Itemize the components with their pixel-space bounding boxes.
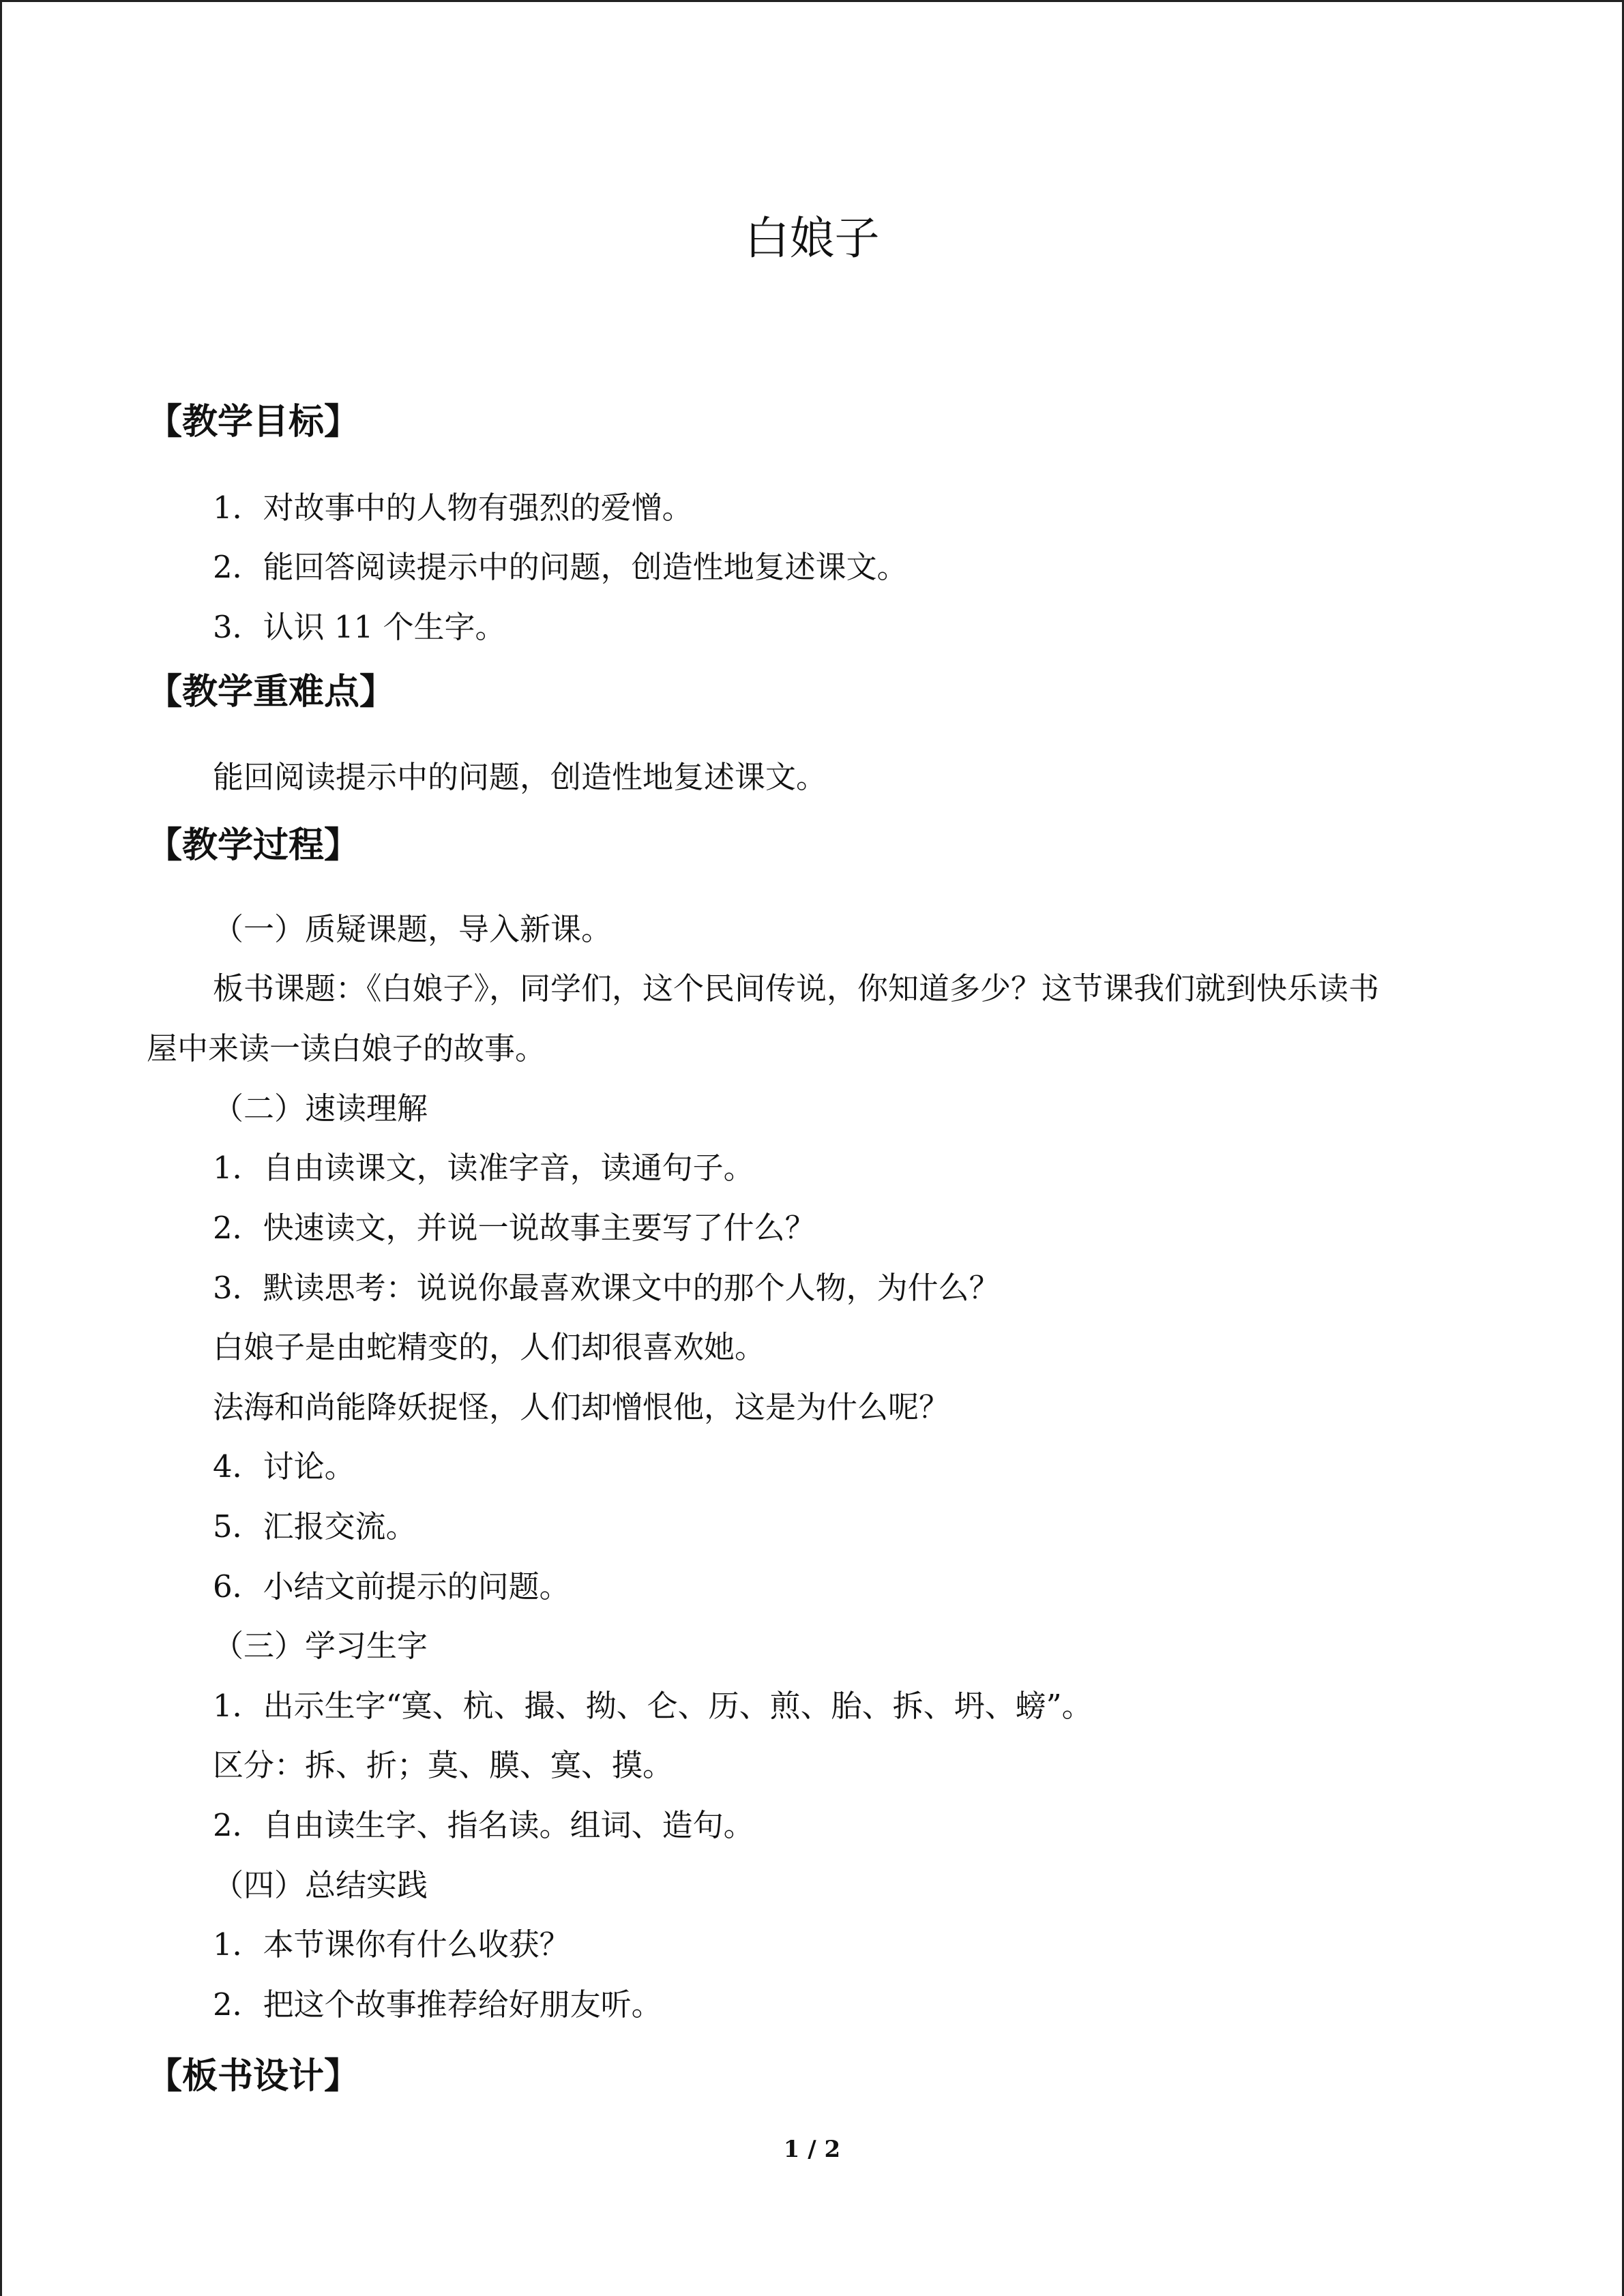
page-border-top bbox=[0, 0, 1624, 2]
step4-title: （四）总结实践 bbox=[213, 1867, 428, 1903]
board-design-heading: 【板书设计】 bbox=[147, 2056, 360, 2097]
step1-title: （一）质疑课题，导入新课。 bbox=[213, 911, 612, 947]
step3-item-3: 2．自由读生字、指名读。组词、造句。 bbox=[213, 1807, 754, 1843]
objectives-heading: 【教学目标】 bbox=[147, 402, 360, 443]
step2-title: （二）速读理解 bbox=[213, 1090, 428, 1127]
step2-item-2: 2．快速读文，并说一说故事主要写了什么？ bbox=[213, 1210, 816, 1246]
key-points-text: 能回阅读提示中的问题，创造性地复述课文。 bbox=[213, 759, 827, 795]
objective-item-2: 2．能回答阅读提示中的问题，创造性地复述课文。 bbox=[213, 549, 908, 585]
step2-item-1: 1．自由读课文，读准字音，读通句子。 bbox=[213, 1150, 754, 1186]
objective-item-3: 3．认识 11 个生字。 bbox=[213, 609, 506, 645]
step3-item-2: 区分：拆、折；莫、膜、寞、摸。 bbox=[213, 1747, 674, 1783]
step3-title: （三）学习生字 bbox=[213, 1628, 428, 1664]
step4-item-2: 2．把这个故事推荐给好朋友听。 bbox=[213, 1986, 662, 2023]
step4-item-1: 1．本节课你有什么收获？ bbox=[213, 1926, 570, 1963]
step2-item-5: 法海和尚能降妖捉怪，人们却憎恨他，这是为什么呢？ bbox=[213, 1389, 950, 1425]
page-border-left bbox=[0, 0, 2, 2296]
step1-text-line1: 板书课题：《白娘子》，同学们，这个民间传说，你知道多少？这节课我们就到快乐读书 bbox=[213, 970, 1380, 1007]
step2-item-4: 白娘子是由蛇精变的，人们却很喜欢她。 bbox=[213, 1329, 766, 1365]
step2-item-7: 5．汇报交流。 bbox=[213, 1508, 417, 1545]
step3-item-1: 1．出示生字“寞、杭、撮、拗、仑、历、煎、胎、拆、坍、螃”。 bbox=[213, 1688, 1093, 1724]
step1-text-line2: 屋中来读一读白娘子的故事。 bbox=[147, 1030, 546, 1067]
page-number: 1 / 2 bbox=[783, 2136, 841, 2163]
step2-item-8: 6．小结文前提示的问题。 bbox=[213, 1568, 570, 1605]
step2-item-3: 3．默读思考：说说你最喜欢课文中的那个人物，为什么？ bbox=[213, 1270, 1000, 1306]
process-heading: 【教学过程】 bbox=[147, 825, 360, 866]
key-points-heading: 【教学重难点】 bbox=[147, 672, 396, 713]
step2-item-6: 4．讨论。 bbox=[213, 1448, 355, 1485]
objective-item-1: 1．对故事中的人物有强烈的爱憎。 bbox=[213, 490, 693, 526]
page-title: 白娘子 bbox=[744, 212, 880, 265]
